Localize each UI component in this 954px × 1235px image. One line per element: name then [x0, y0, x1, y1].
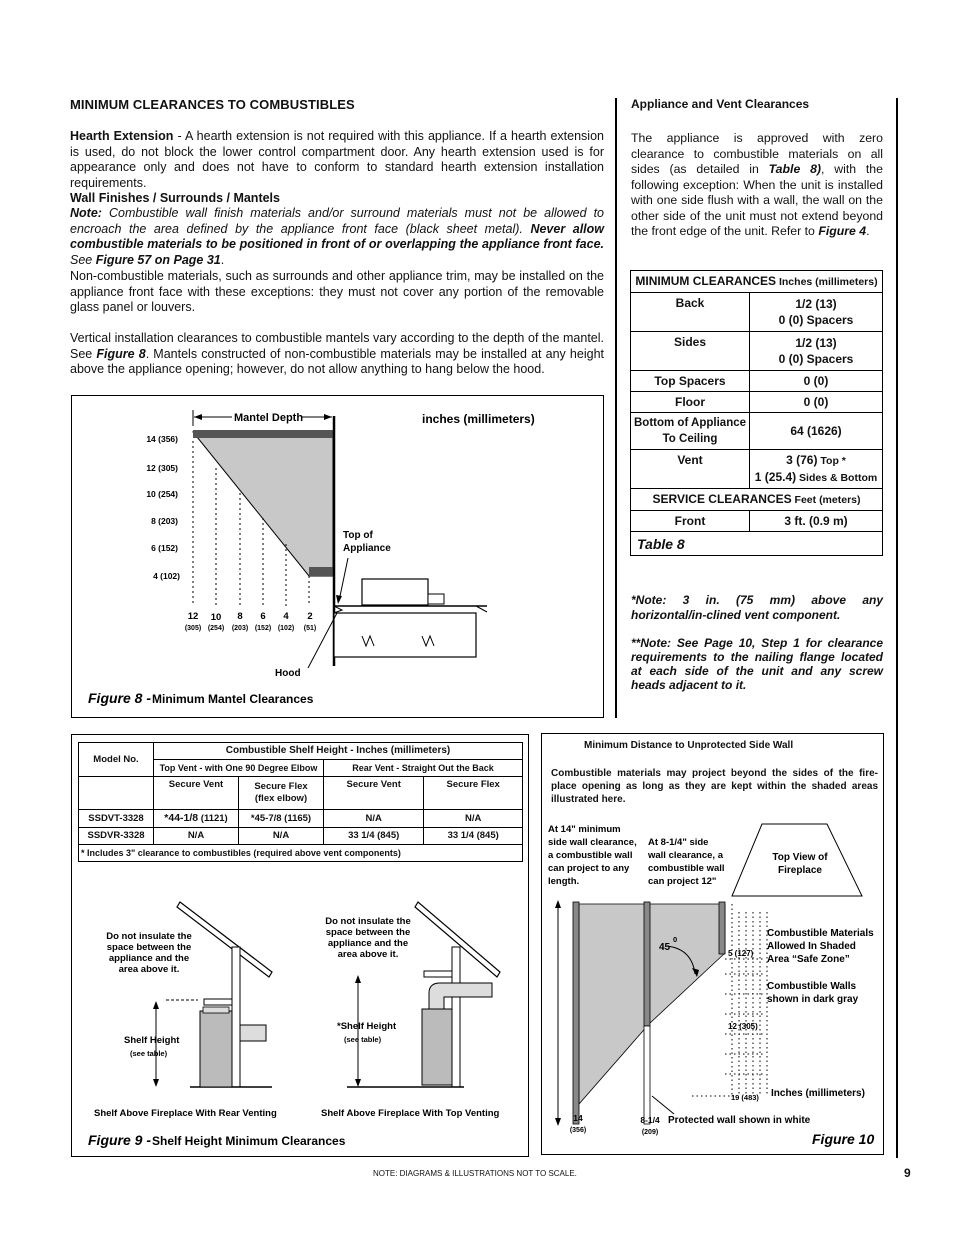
note-line: a combustible wall [548, 850, 633, 861]
y-label: 12 (305) [146, 463, 178, 473]
protected-wall [644, 1026, 650, 1124]
x-mm-label: (305) [184, 625, 202, 632]
table-row [631, 371, 883, 392]
value-cell: 33 1/4 (845) [324, 828, 424, 845]
degree-sign: 0 [673, 935, 678, 944]
dim-14-mm: (356) [569, 1127, 587, 1134]
arrow-down-icon [355, 1079, 361, 1087]
note-line: combustible wall [648, 863, 725, 874]
safe-zone [579, 904, 725, 1104]
table-8-header [631, 271, 883, 293]
row-value [750, 332, 883, 371]
fireplace-unit [422, 1009, 452, 1085]
angle-label: 45 [659, 942, 671, 953]
figure-10-diagram [542, 734, 882, 1154]
dim-14: 14 [573, 1113, 583, 1123]
note-label: Note: [70, 206, 102, 220]
value-suffix: Top * [817, 455, 846, 467]
note-14-in [548, 824, 637, 887]
note-see: See [70, 252, 96, 267]
top-vent-header: Top Vent - with One 90 Degree Elbow [154, 760, 324, 777]
model-cell: SSDVR-3328 [79, 828, 154, 845]
table-row [631, 332, 883, 371]
note-paragraph [70, 206, 604, 268]
figure-8-link[interactable]: Figure 8 [96, 346, 146, 361]
figure-8-diagram [72, 396, 602, 716]
note-line: shown in dark gray [767, 994, 859, 1005]
model-header: Model No. [79, 743, 154, 777]
mantel-top-bar [193, 430, 333, 438]
top-venting-label: Shelf Above Fireplace With Top Venting [321, 1108, 500, 1119]
figure-10 [541, 733, 884, 1155]
rear-vent-header: Rear Vent - Straight Out the Back [324, 760, 523, 777]
note-line: Allowed In Shaded [767, 941, 856, 952]
x-mm-label: (152) [254, 625, 272, 632]
note-line: appliance and the [327, 938, 409, 949]
walls-note [767, 981, 859, 1005]
arrow-head-icon [194, 414, 202, 420]
vent-box [428, 594, 444, 604]
shelf [424, 971, 452, 977]
row-label: Sides [631, 332, 750, 371]
row-label: Floor [631, 392, 750, 413]
top-view-label: Top View of [772, 852, 828, 863]
footnote-2 [631, 636, 883, 692]
x-label: 12 [187, 611, 199, 622]
row-value [750, 293, 883, 332]
value-cell: *45-7/8 (1165) [239, 810, 324, 828]
insulate-note-left [106, 931, 192, 975]
table-row [631, 271, 883, 293]
note-line: Combustible Materials [767, 928, 874, 939]
x-mm-label: (203) [231, 625, 249, 632]
x-label: 4 [283, 611, 289, 622]
vent-text-b: , with the following exception: When the unit is installed with one side flush with a wall, the wall on the other side of the unit must not extend beyond the front edge of the unit. Refer to [631, 162, 883, 238]
appliance-body [334, 613, 476, 657]
figure-9 [71, 734, 529, 1157]
figure-8-caption-a: Figure 8 - [88, 690, 152, 706]
pointer-line [652, 1096, 674, 1114]
y-label: 6 (152) [151, 543, 178, 553]
value-main: *44-1/8 [164, 812, 199, 824]
row-value: 64 (1626) [750, 413, 883, 450]
value-main: 1 (25.4) [754, 470, 797, 484]
figure-9-diagram [72, 735, 527, 1155]
see-table-left: (see table) [130, 1049, 168, 1058]
note-line: Do not insulate the [325, 916, 411, 927]
table-8-caption: Table 8 [631, 532, 883, 556]
shelf [204, 999, 232, 1005]
x-label: 10 [210, 612, 222, 623]
note-line: Area “Safe Zone” [767, 954, 850, 965]
note-line: side wall clearance, [548, 837, 637, 848]
fireplace-top [203, 1007, 229, 1013]
row-label: Front [631, 511, 750, 532]
appliance-label: Appliance [343, 543, 391, 554]
value-cell: N/A [154, 828, 239, 845]
value-line: 0 (0) Spacers [778, 352, 854, 366]
value-cell: N/A [239, 828, 324, 845]
note-text: Combustible wall finish materials and/or surround materials must not be allowed to encroach the area defined by the appliance front face (black sheet metal). [70, 206, 604, 236]
noncombustible-paragraph: Non-combustible materials, such as surrounds and other appliance trim, may be installed on the appliance front face with these exceptions: they must not cover any portion of the removable glass panel or louvers. [70, 269, 604, 314]
height-header: Combustible Shelf Height - Inches (millimeters) [154, 743, 523, 760]
x-mm-label: (51) [303, 625, 317, 632]
top-view-label: Fireplace [778, 865, 822, 876]
combustible-wall-5 [719, 902, 725, 954]
sub-header: Secure Flex [424, 777, 523, 810]
appliance-edge [476, 606, 487, 612]
service-header [631, 489, 883, 511]
arrow-up-icon [355, 975, 361, 983]
note-end: . [220, 252, 225, 267]
note-line: appliance and the [108, 953, 190, 964]
right-margin-rule [896, 98, 898, 1158]
figure-10-title: Minimum Distance to Unprotected Side Wall [584, 740, 794, 751]
mantel-text-a: Vertical installation clearances to combustible mantels vary according to the depth of the mantel. See [70, 331, 604, 361]
table-row [631, 450, 883, 489]
note-line: wall clearance, a [648, 850, 723, 861]
row-value: 0 (0) [750, 371, 883, 392]
label-line: Bottom of Appliance [634, 417, 747, 429]
shelf-height-label-right: *Shelf Height [337, 1021, 397, 1032]
combustible-wall-14 [573, 902, 579, 1124]
sub-header: Secure Vent [154, 777, 239, 810]
sub-line: (flex elbow) [254, 793, 308, 804]
protected-wall-label: Protected wall shown in white [668, 1115, 811, 1126]
vent-text-a: The appliance is approved with zero clearance to combustible materials on all sides (as detailed in [631, 131, 883, 176]
value-line: 1/2 (13) [795, 336, 837, 350]
units-label: Inches (millimeters) [771, 1088, 865, 1099]
row-value: 3 ft. (0.9 m) [750, 511, 883, 532]
column-divider [615, 98, 617, 718]
section-heading: MINIMUM CLEARANCES TO COMBUSTIBLES [70, 97, 355, 112]
table-row [631, 293, 883, 332]
note-line: Combustible Walls [767, 981, 857, 992]
combustible-wall-8 [644, 902, 650, 1026]
footnote-1: *Note: 3 in. (75 mm) above any horizontal/in-clined vent component. [631, 593, 883, 622]
appliance-vent-heading: Appliance and Vent Clearances [631, 97, 810, 111]
x-label: 6 [260, 611, 266, 622]
sub-line: Secure Flex [254, 781, 308, 792]
y-label: 10 (254) [146, 489, 178, 499]
arrow-up-icon [555, 900, 561, 908]
note-8-in [647, 837, 725, 887]
table-row [631, 511, 883, 532]
note2-b: for clearance requirements to the nailing flange located at each side of the unit and any screw heads adjacent to it. [631, 636, 884, 692]
note-line: area above it. [337, 949, 399, 960]
header-main: MINIMUM CLEARANCES [635, 274, 777, 288]
table-row [631, 532, 883, 556]
row-label: Top Spacers [631, 371, 750, 392]
x-label: 2 [307, 611, 313, 622]
note-line: space between the [325, 927, 411, 938]
dim-19: 19 (483) [731, 1093, 759, 1102]
arrow-head-icon [324, 414, 332, 420]
figure-4-link[interactable]: Figure 4 [818, 224, 867, 238]
mantel-depth-label: Mantel Depth [234, 412, 304, 424]
value-suffix: Sides & Bottom [796, 472, 878, 484]
table-row [631, 489, 883, 511]
arrow-head-icon [336, 595, 342, 604]
note-line: Do not insulate the [106, 931, 192, 942]
arrow-down-icon [153, 1079, 159, 1087]
service-main: SERVICE CLEARANCES [652, 492, 792, 506]
insulate-note-right [325, 916, 411, 960]
dim-8-mm: (209) [641, 1129, 659, 1136]
note-line: At 14" minimum [548, 824, 621, 835]
see-table-right: (see table) [344, 1035, 382, 1044]
value-cell: 33 1/4 (845) [424, 828, 523, 845]
hearth-paragraph [70, 129, 604, 191]
wall-stud [232, 947, 240, 1087]
value-cell: N/A [324, 810, 424, 828]
row-value [750, 450, 883, 489]
wall-finish-heading: Wall Finishes / Surrounds / Mantels [70, 191, 280, 205]
note2-a: **Note: See [631, 636, 705, 650]
note-line: can project to any [548, 863, 630, 874]
model-cell: SSDVT-3328 [79, 810, 154, 828]
figure-57-link[interactable]: Figure 57 on Page 31 [95, 252, 221, 267]
hearth-text: - A hearth extension is not required with this appliance. If a hearth extension is used, do not block the lower control compartment door. Any hearth extension used is for appearance only and does not have to conform to standard hearth extension installation requirements. [70, 129, 604, 190]
y-label: 4 (102) [153, 571, 180, 581]
x-mm-label: (254) [207, 625, 225, 632]
row-value: 0 (0) [750, 392, 883, 413]
y-label: 14 (356) [146, 434, 178, 444]
dim-8: 8-1/4 [640, 1115, 660, 1125]
label-line: To Ceiling [662, 433, 718, 445]
dim-12: 12 (305) [728, 1022, 758, 1031]
fireplace-unit [200, 1011, 232, 1087]
rear-vent-illustration [153, 902, 272, 1087]
wall-stud [452, 947, 460, 1087]
note-line: area above it. [118, 964, 180, 975]
pointer-line [339, 558, 348, 601]
value-mm: (1121) [198, 813, 228, 824]
figure-9-caption-a: Figure 9 - [88, 1132, 152, 1148]
table-row [631, 413, 883, 450]
figure-10-caption: Figure 10 [812, 1131, 875, 1147]
y-label: 8 (203) [151, 516, 178, 526]
service-unit: Feet (meters) [791, 494, 861, 506]
vent-text-c: . [866, 224, 870, 238]
x-mm-label: (102) [277, 625, 295, 632]
x-label: 8 [237, 611, 243, 622]
figure-10-description: Combustible materials may project beyond the sides of the fire-place opening as long as they are kept within the shaded areas illustrated here. [551, 768, 878, 805]
sub-header: Secure Vent [324, 777, 424, 810]
mantel-text-b: . Mantels constructed of non-combustible materials may be installed at any height above the appliance opening; however, do not allow anything to hang below the hood. [70, 346, 604, 376]
top-of-label: Top of [343, 530, 373, 541]
arrow-down-icon [555, 1118, 561, 1126]
row-label: Vent [631, 450, 750, 489]
figure-8-caption-b: Minimum Mantel Clearances [152, 692, 314, 706]
value-main: 3 (76) [786, 453, 818, 467]
appliance-vent-paragraph [631, 131, 883, 240]
x-axis-labels [188, 611, 313, 623]
units-label: inches (millimeters) [422, 412, 535, 426]
table-8 [630, 270, 883, 556]
rear-venting-label: Shelf Above Fireplace With Rear Venting [94, 1108, 277, 1119]
table-footnote: * Includes 3" clearance to combustibles (required above vent components) [79, 845, 523, 862]
mantel-paragraph [70, 331, 604, 378]
row-label [631, 413, 750, 450]
rear-vent-pipe [240, 1025, 266, 1041]
value-line: 1/2 (13) [795, 297, 837, 311]
table-8-link[interactable]: Table 8) [768, 162, 822, 176]
dim-5: 5 (127) [728, 949, 754, 958]
y-axis-labels [146, 434, 180, 581]
footer-note: NOTE: DIAGRAMS & ILLUSTRATIONS NOT TO SCALE. [373, 1169, 577, 1178]
note-line: At 8-1/4" side [648, 837, 709, 848]
note-line: can project 12" [648, 876, 717, 887]
header-unit: Inches (millimeters) [776, 276, 878, 288]
x-axis-mm-labels [185, 625, 316, 632]
note-line: length. [548, 876, 580, 887]
hood-label: Hood [275, 668, 301, 679]
note-line: space between the [106, 942, 192, 953]
row-label: Back [631, 293, 750, 332]
appliance-top-box [362, 579, 428, 605]
hearth-label: Hearth Extension [70, 129, 174, 143]
combustible-note [767, 928, 874, 965]
table-row [631, 392, 883, 413]
figure-8 [71, 395, 604, 718]
figure-9-caption-b: Shelf Height Minimum Clearances [152, 1134, 346, 1148]
page-10-link[interactable]: Page 10, Step 1 [704, 636, 800, 650]
arrow-up-icon [153, 1001, 159, 1009]
value-cell: N/A [424, 810, 523, 828]
note-bold: Never allow combustible materials to be positioned in front of or overlapping the appliance front face. [70, 221, 605, 251]
page-number: 9 [904, 1166, 911, 1180]
value-line: 0 (0) Spacers [778, 313, 854, 327]
mantel-bottom-bar [309, 567, 333, 576]
shelf-height-label-left: Shelf Height [124, 1035, 180, 1046]
